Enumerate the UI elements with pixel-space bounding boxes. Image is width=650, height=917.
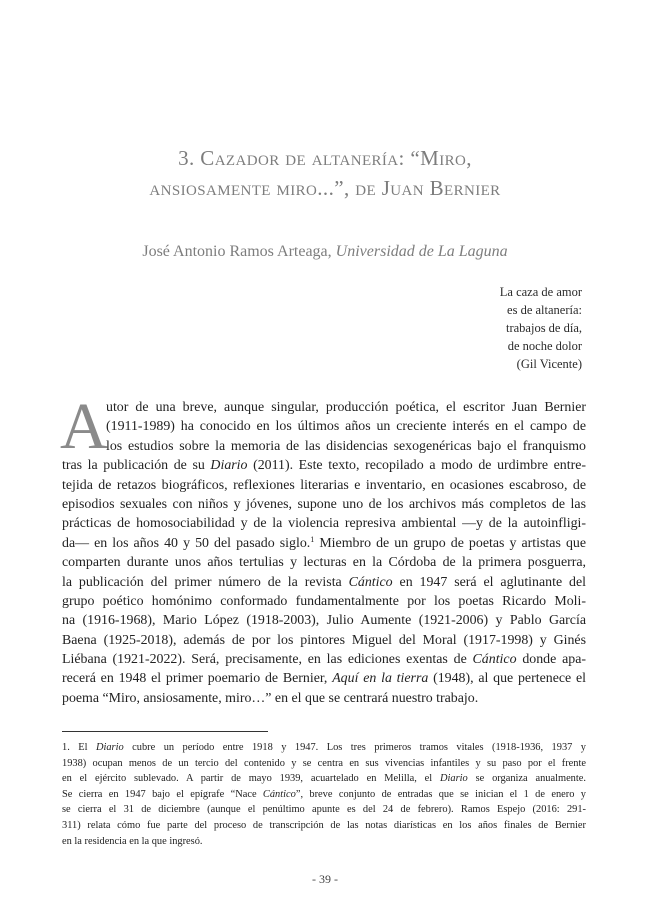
body-line: tejida de retazos biográficos, reflexiones literarias e inventario, en ocasiones escabroso, de [62,477,586,493]
body-line: poema “Miro, ansiosamente, miro…” en el que se centrará nuestro trabajo. [62,690,479,706]
body-line: Liébana (1921-2022). Será, precisamente, en las ediciones exentas de Cántico donde apa- [62,652,587,668]
author-affiliation: Universidad de La Laguna [335,243,508,260]
author-name: José Antonio Ramos Arteaga, [142,243,336,260]
footnote-line: Se cierra en 1947 bajo el epígrafe “Nace Cántico”, breve conjunto de entradas que se inician el 1 de enero y [62,788,586,800]
footnote-ref[interactable]: 1 [310,534,315,544]
body-line: grupo poético homónimo conformado fundamentalmente por los poetas Ricardo Moli- [62,593,586,609]
chapter-title [60,143,590,203]
body-line: comparten durante unos años tertulias y lecturas en la Córdoba de la primera posguerra, [62,555,586,571]
drop-cap: A [60,390,108,463]
chapter-title-line-2: ansiosamente miro...”, de Juan Bernier [149,176,501,200]
body-line: Baena (1925-2018), además de por los pintores Miguel del Moral (1917-1998) y Ginés [62,632,586,648]
footnote-line: en el ejército sublevado. A partir de mayo 1939, acuartelado en Melilla, el Diario se organiza anualmente. [62,773,586,785]
body-line: prácticas de homosociabilidad y de la violencia represiva ambiental —y de la autoinfligi- [62,516,586,532]
author-line [60,243,590,261]
body-line: (1911-1989) ha conocido en los últimos años un creciente interés en el campo de [106,419,586,435]
body-line: los estudios sobre la memoria de las disidencias sexogenéricas bajo el franquismo [106,438,586,454]
footnote-line: 1938) ocupan menos de un tercio del contenido y se centra en sus vivencias infantiles y su paso por el frente [62,757,586,769]
footnote-divider [62,731,268,732]
body-line: utor de una breve, aunque singular, producción poética, el escritor Juan Bernier [106,400,586,415]
body-paragraph [60,390,587,708]
aqui-en-la-tierra-italic: Aquí en la tierra [332,671,429,687]
epigraph-line: de noche dolor [507,339,582,353]
footnote-line: en la residencia en la que ingresó. [62,835,203,847]
diario-italic: Diario [210,458,248,474]
epigraph-line: trabajos de día, [505,321,582,335]
body-line: tras la publicación de su Diario (2011). Este texto, recopilado a modo de urdimbre entre- [62,458,586,474]
page-number: - 39 - [312,872,338,886]
body-line: recerá en 1948 el primer poemario de Bernier, Aquí en la tierra (1948), al que pertenece el [62,671,586,687]
chapter-title-line-1: 3. Cazador de altanería: “Miro, [178,146,472,170]
footnote-line: se cierra el 31 de diciembre (aunque el penúltimo apunte es del 24 de febrero). Ramos Espejo (2016: 291- [62,804,586,816]
body-line: episodios sexuales con niños y jóvenes, supone uno de los archivos más completos de las [62,496,586,512]
epigraph-attribution: (Gil Vicente) [516,357,582,371]
footnote [62,740,586,849]
body-line: na (1916-1968), Mario López (1918-2003), Julio Aumente (1921-2006) y Pablo García [62,613,586,629]
body-line: la publicación del primer número de la revista Cántico en 1947 será el aglutinante del [62,574,586,590]
footnote-line: 311) relata cómo fue parte del proceso de transcripción de las notas diarísticas en los años finales de Bernier [62,819,586,831]
cantico-italic: Cántico [348,574,393,590]
epigraph-line: es de altanería: [507,303,582,317]
body-line: da— en los años 40 y 50 del pasado siglo.$^1$ Miembro de un grupo de poetas y artistas que [62,534,586,551]
epigraph [500,283,582,373]
cantico-italic: Cántico [472,652,517,668]
footnote-line: 1. El Diario cubre un período entre 1918 y 1947. Los tres primeros tramos vitales (1918-1936, 1937 y [62,742,586,753]
epigraph-line: La caza de amor [499,285,582,299]
